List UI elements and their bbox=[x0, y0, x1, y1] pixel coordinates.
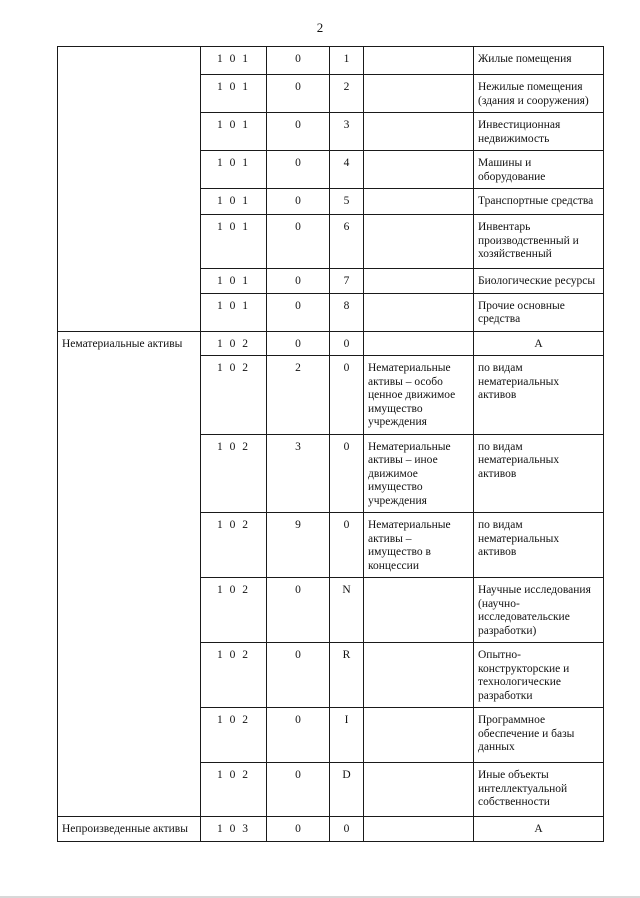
description-cell: Нематериальные активы – имущество в концессии bbox=[364, 513, 474, 578]
suffix-cell: 6 bbox=[330, 215, 364, 269]
code-cell: 1 0 2 bbox=[201, 763, 267, 817]
suffix-cell: D bbox=[330, 763, 364, 817]
code-cell: 1 0 1 bbox=[201, 151, 267, 189]
description-cell bbox=[364, 331, 474, 356]
type-cell: Машины и оборудование bbox=[474, 151, 604, 189]
type-cell: по видам нематериальных активов bbox=[474, 513, 604, 578]
digit-cell: 0 bbox=[267, 293, 330, 331]
suffix-cell: 0 bbox=[330, 331, 364, 356]
type-cell: Программное обеспечение и базы данных bbox=[474, 708, 604, 763]
suffix-cell: 0 bbox=[330, 817, 364, 842]
type-cell: Прочие основные средства bbox=[474, 293, 604, 331]
digit-cell: 3 bbox=[267, 434, 330, 513]
code-cell: 1 0 2 bbox=[201, 513, 267, 578]
code-cell: 1 0 2 bbox=[201, 356, 267, 435]
description-cell bbox=[364, 113, 474, 151]
digit-cell: 2 bbox=[267, 356, 330, 435]
table-row bbox=[58, 47, 604, 75]
asset-group-name: Нематериальные активы bbox=[58, 331, 201, 817]
digit-cell: 9 bbox=[267, 513, 330, 578]
suffix-cell: N bbox=[330, 578, 364, 643]
suffix-cell: 7 bbox=[330, 269, 364, 294]
suffix-cell: 4 bbox=[330, 151, 364, 189]
suffix-cell: 0 bbox=[330, 356, 364, 435]
description-cell bbox=[364, 75, 474, 113]
suffix-cell: 2 bbox=[330, 75, 364, 113]
type-cell: Нежилые помещения (здания и сооружения) bbox=[474, 75, 604, 113]
suffix-cell: 1 bbox=[330, 47, 364, 75]
digit-cell: 0 bbox=[267, 817, 330, 842]
description-cell bbox=[364, 708, 474, 763]
type-cell: Жилые помещения bbox=[474, 47, 604, 75]
digit-cell: 0 bbox=[267, 269, 330, 294]
code-cell: 1 0 2 bbox=[201, 708, 267, 763]
suffix-cell: 8 bbox=[330, 293, 364, 331]
digit-cell: 0 bbox=[267, 578, 330, 643]
code-cell: 1 0 2 bbox=[201, 434, 267, 513]
suffix-cell: I bbox=[330, 708, 364, 763]
type-cell: Опытно-конструкторские и технологические разработки bbox=[474, 643, 604, 708]
code-cell: 1 0 1 bbox=[201, 215, 267, 269]
digit-cell: 0 bbox=[267, 75, 330, 113]
code-cell: 1 0 2 bbox=[201, 578, 267, 643]
description-cell bbox=[364, 293, 474, 331]
digit-cell: 0 bbox=[267, 189, 330, 215]
suffix-cell: 3 bbox=[330, 113, 364, 151]
code-cell: 1 0 1 bbox=[201, 113, 267, 151]
digit-cell: 0 bbox=[267, 331, 330, 356]
suffix-cell: R bbox=[330, 643, 364, 708]
description-cell bbox=[364, 578, 474, 643]
type-cell: Инвестиционная недвижимость bbox=[474, 113, 604, 151]
suffix-cell: 0 bbox=[330, 513, 364, 578]
description-cell: Нематериальные активы – иное движимое имущество учреждения bbox=[364, 434, 474, 513]
account-codes-table bbox=[57, 46, 604, 842]
asset-group-name: Непроизведенные активы bbox=[58, 817, 201, 842]
code-cell: 1 0 2 bbox=[201, 643, 267, 708]
code-cell: 1 0 1 bbox=[201, 47, 267, 75]
type-cell: Научные исследования (научно-исследовательские разработки) bbox=[474, 578, 604, 643]
digit-cell: 0 bbox=[267, 215, 330, 269]
description-cell bbox=[364, 215, 474, 269]
table-row bbox=[58, 331, 604, 356]
type-cell: по видам нематериальных активов bbox=[474, 356, 604, 435]
type-cell: Иные объекты интеллектуальной собственности bbox=[474, 763, 604, 817]
type-cell: по видам нематериальных активов bbox=[474, 434, 604, 513]
description-cell bbox=[364, 189, 474, 215]
description-cell bbox=[364, 763, 474, 817]
code-cell: 1 0 1 bbox=[201, 189, 267, 215]
code-cell: 1 0 1 bbox=[201, 293, 267, 331]
type-cell: Транспортные средства bbox=[474, 189, 604, 215]
digit-cell: 0 bbox=[267, 763, 330, 817]
type-cell: Инвентарь производственный и хозяйственный bbox=[474, 215, 604, 269]
code-cell: 1 0 3 bbox=[201, 817, 267, 842]
digit-cell: 0 bbox=[267, 47, 330, 75]
description-cell bbox=[364, 47, 474, 75]
table-row bbox=[58, 817, 604, 842]
code-cell: 1 0 2 bbox=[201, 331, 267, 356]
suffix-cell: 5 bbox=[330, 189, 364, 215]
asset-group-name bbox=[58, 47, 201, 332]
description-cell bbox=[364, 817, 474, 842]
page-number: 2 bbox=[316, 20, 324, 35]
digit-cell: 0 bbox=[267, 151, 330, 189]
description-cell bbox=[364, 643, 474, 708]
code-cell: 1 0 1 bbox=[201, 75, 267, 113]
type-cell: А bbox=[474, 817, 604, 842]
type-cell: А bbox=[474, 331, 604, 356]
table-body bbox=[58, 47, 604, 842]
description-cell bbox=[364, 151, 474, 189]
description-cell bbox=[364, 269, 474, 294]
digit-cell: 0 bbox=[267, 708, 330, 763]
digit-cell: 0 bbox=[267, 113, 330, 151]
code-cell: 1 0 1 bbox=[201, 269, 267, 294]
digit-cell: 0 bbox=[267, 643, 330, 708]
description-cell: Нематериальные активы – особо ценное движимое имущество учреждения bbox=[364, 356, 474, 435]
suffix-cell: 0 bbox=[330, 434, 364, 513]
type-cell: Биологические ресурсы bbox=[474, 269, 604, 294]
